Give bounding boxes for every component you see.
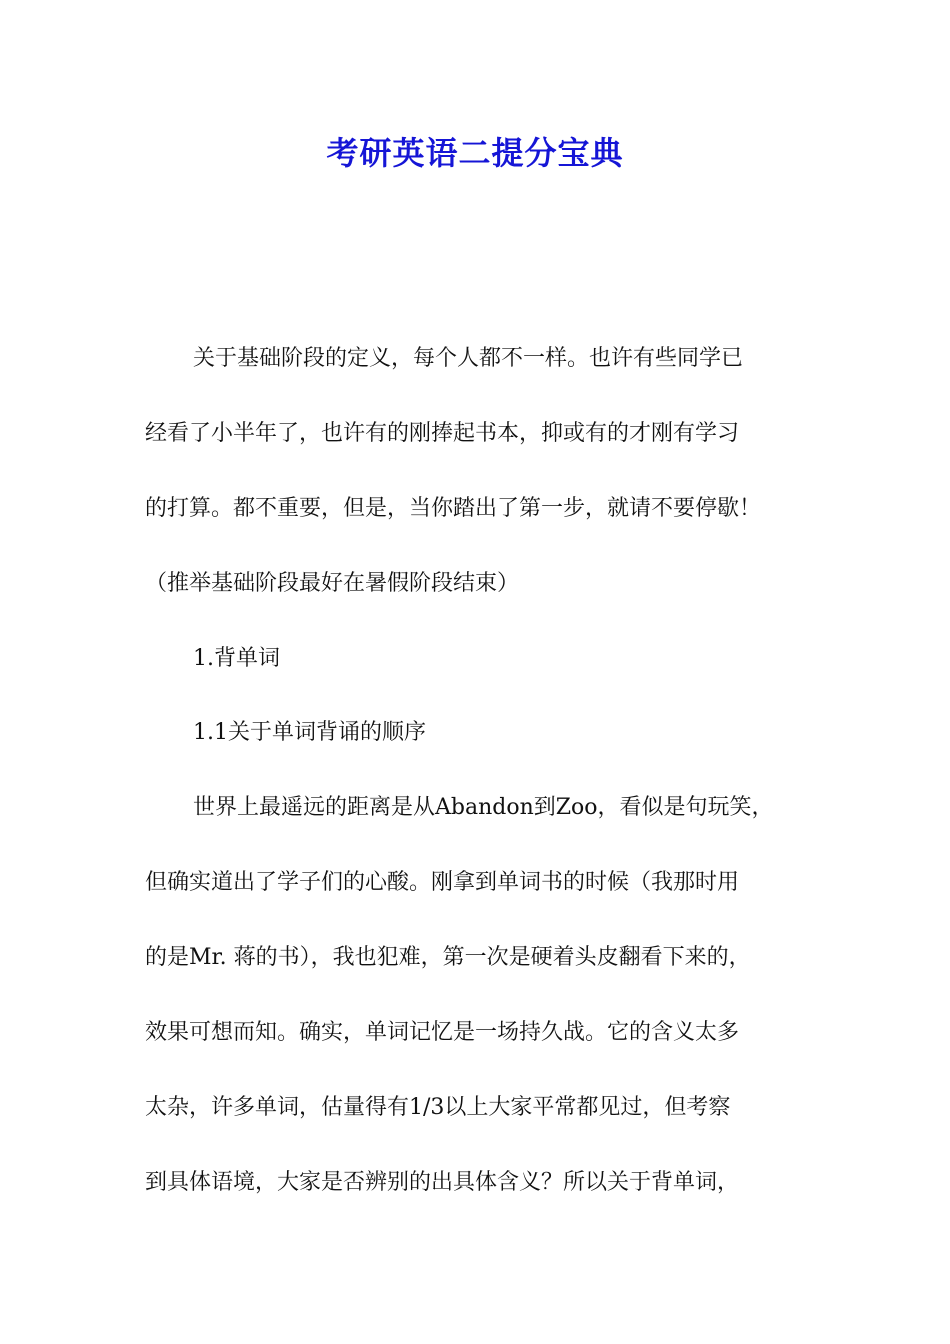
paragraph-2-line-4: 效果可想而知。确实，单词记忆是一场持久战。它的含义太多 bbox=[145, 1020, 740, 1045]
paragraph-1-line-1: 关于基础阶段的定义，每个人都不一样。也许有些同学已 bbox=[193, 346, 744, 371]
paragraph-1-line-3: 的打算。都不重要，但是，当你踏出了第一步，就请不要停歇！ bbox=[145, 496, 762, 521]
paragraph-2-line-6: 到具体语境，大家是否辨别的出具体含义？所以关于背单词， bbox=[145, 1170, 740, 1195]
paragraph-1-line-4: （推举基础阶段最好在暑假阶段结束） bbox=[145, 571, 520, 596]
paragraph-2-line-3: 的是Mr. 蒋的书），我也犯难，第一次是硬着头皮翻看下来的， bbox=[145, 945, 751, 970]
subsection-heading: 1.1关于单词背诵的顺序 bbox=[193, 720, 426, 745]
paragraph-2-line-1: 世界上最遥远的距离是从Abandon到Zoo，看似是句玩笑， bbox=[193, 795, 774, 820]
document-title: 考研英语二提分宝典 bbox=[326, 134, 624, 172]
paragraph-1-line-2: 经看了小半年了，也许有的刚捧起书本，抑或有的才刚有学习 bbox=[145, 421, 740, 446]
section-heading: 1.背单词 bbox=[193, 646, 280, 671]
paragraph-2-line-5: 太杂，许多单词，估量得有1/3以上大家平常都见过，但考察 bbox=[145, 1095, 731, 1120]
paragraph-2-line-2: 但确实道出了学子们的心酸。刚拿到单词书的时候（我那时用 bbox=[145, 870, 740, 895]
